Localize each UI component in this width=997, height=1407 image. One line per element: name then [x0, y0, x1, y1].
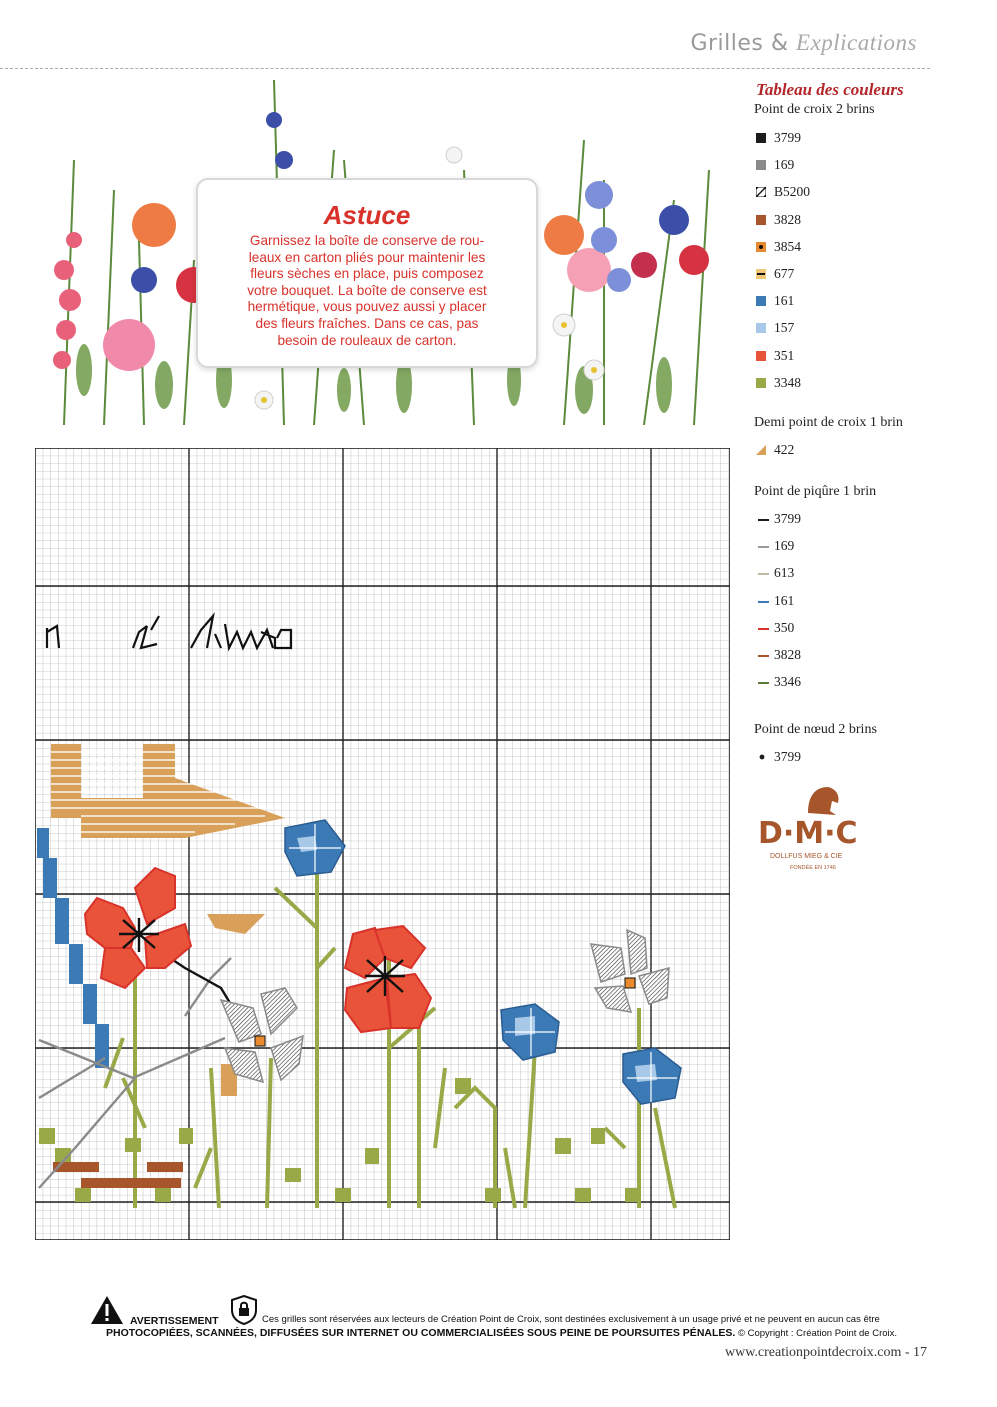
color-swatch	[756, 378, 766, 388]
color-swatch	[756, 351, 766, 361]
color-swatch	[756, 215, 766, 225]
line-swatch	[758, 573, 769, 575]
knot-dot-swatch	[756, 752, 766, 762]
warning-text: Ces grilles sont réservées aux lecteurs de Création Point de Croix, sont destinées exclusivement à un usage privé et ne peuvent en aucun cas être	[262, 1314, 880, 1325]
line-swatch	[758, 628, 769, 630]
color-swatch	[756, 133, 766, 143]
svg-text:FONDÉE EN 1746: FONDÉE EN 1746	[790, 865, 836, 871]
astuce-title: Astuce	[323, 200, 411, 230]
color-swatch	[756, 160, 766, 170]
warning-triangle-icon	[90, 1295, 124, 1325]
cross-stitch-heading: Point de croix 2 brins	[754, 102, 875, 117]
line-swatch	[758, 655, 769, 657]
half-stitch-heading: Demi point de croix 1 brin	[754, 415, 903, 430]
page-footer: www.creationpointdecroix.com - 17	[724, 1345, 927, 1360]
backstitch-heading: Point de piqûre 1 brin	[754, 484, 877, 499]
line-swatch	[758, 519, 769, 521]
warning-label: AVERTISSEMENT	[130, 1315, 219, 1327]
legend-title: Tableau des couleurs	[756, 80, 904, 99]
color-swatch	[756, 269, 766, 279]
dmc-logo	[756, 785, 896, 875]
warning-bold: PHOTOCOPIÉES, SCANNÉES, DIFFUSÉES SUR INTERNET OU COMMERCIALISÉES SOUS PEINE DE POURSUITES PÉNALES.	[106, 1327, 736, 1339]
astuce-text: Garnissez la boîte de conserve de rou- leaux en carton pliés pour maintenir les fleurs sèches en place, puis composez votre bouquet. La boîte de conserve est hermétique, vous pouvez aussi y placer des fleurs fraîches. Dans ce cas, pas besoin de rouleaux de carton.	[247, 233, 487, 348]
lock-shield-icon	[230, 1295, 258, 1325]
knot-heading: Point de nœud 2 brins	[754, 722, 877, 737]
warning-copyright: © Copyright : Création Point de Croix.	[737, 1328, 898, 1339]
astuce-box	[196, 178, 538, 368]
color-swatch	[756, 323, 766, 333]
line-swatch	[758, 546, 769, 548]
line-swatch	[758, 601, 769, 603]
color-swatch	[756, 242, 766, 252]
svg-text:DOLLFUS MIEG & CIE: DOLLFUS MIEG & CIE	[770, 853, 843, 860]
header-subtitle: Explications	[796, 30, 917, 55]
line-swatch	[758, 682, 769, 684]
cross-stitch-chart	[35, 448, 730, 1245]
svg-text:D·M·C: D·M·C	[758, 816, 858, 851]
chart-lettering-text: n s Aime	[335, 658, 339, 659]
header-title: Grilles &	[690, 31, 789, 56]
hatched-swatch	[756, 187, 766, 197]
color-swatch	[756, 296, 766, 306]
horse-head-icon	[808, 787, 839, 815]
half-stitch-swatch	[756, 445, 766, 455]
